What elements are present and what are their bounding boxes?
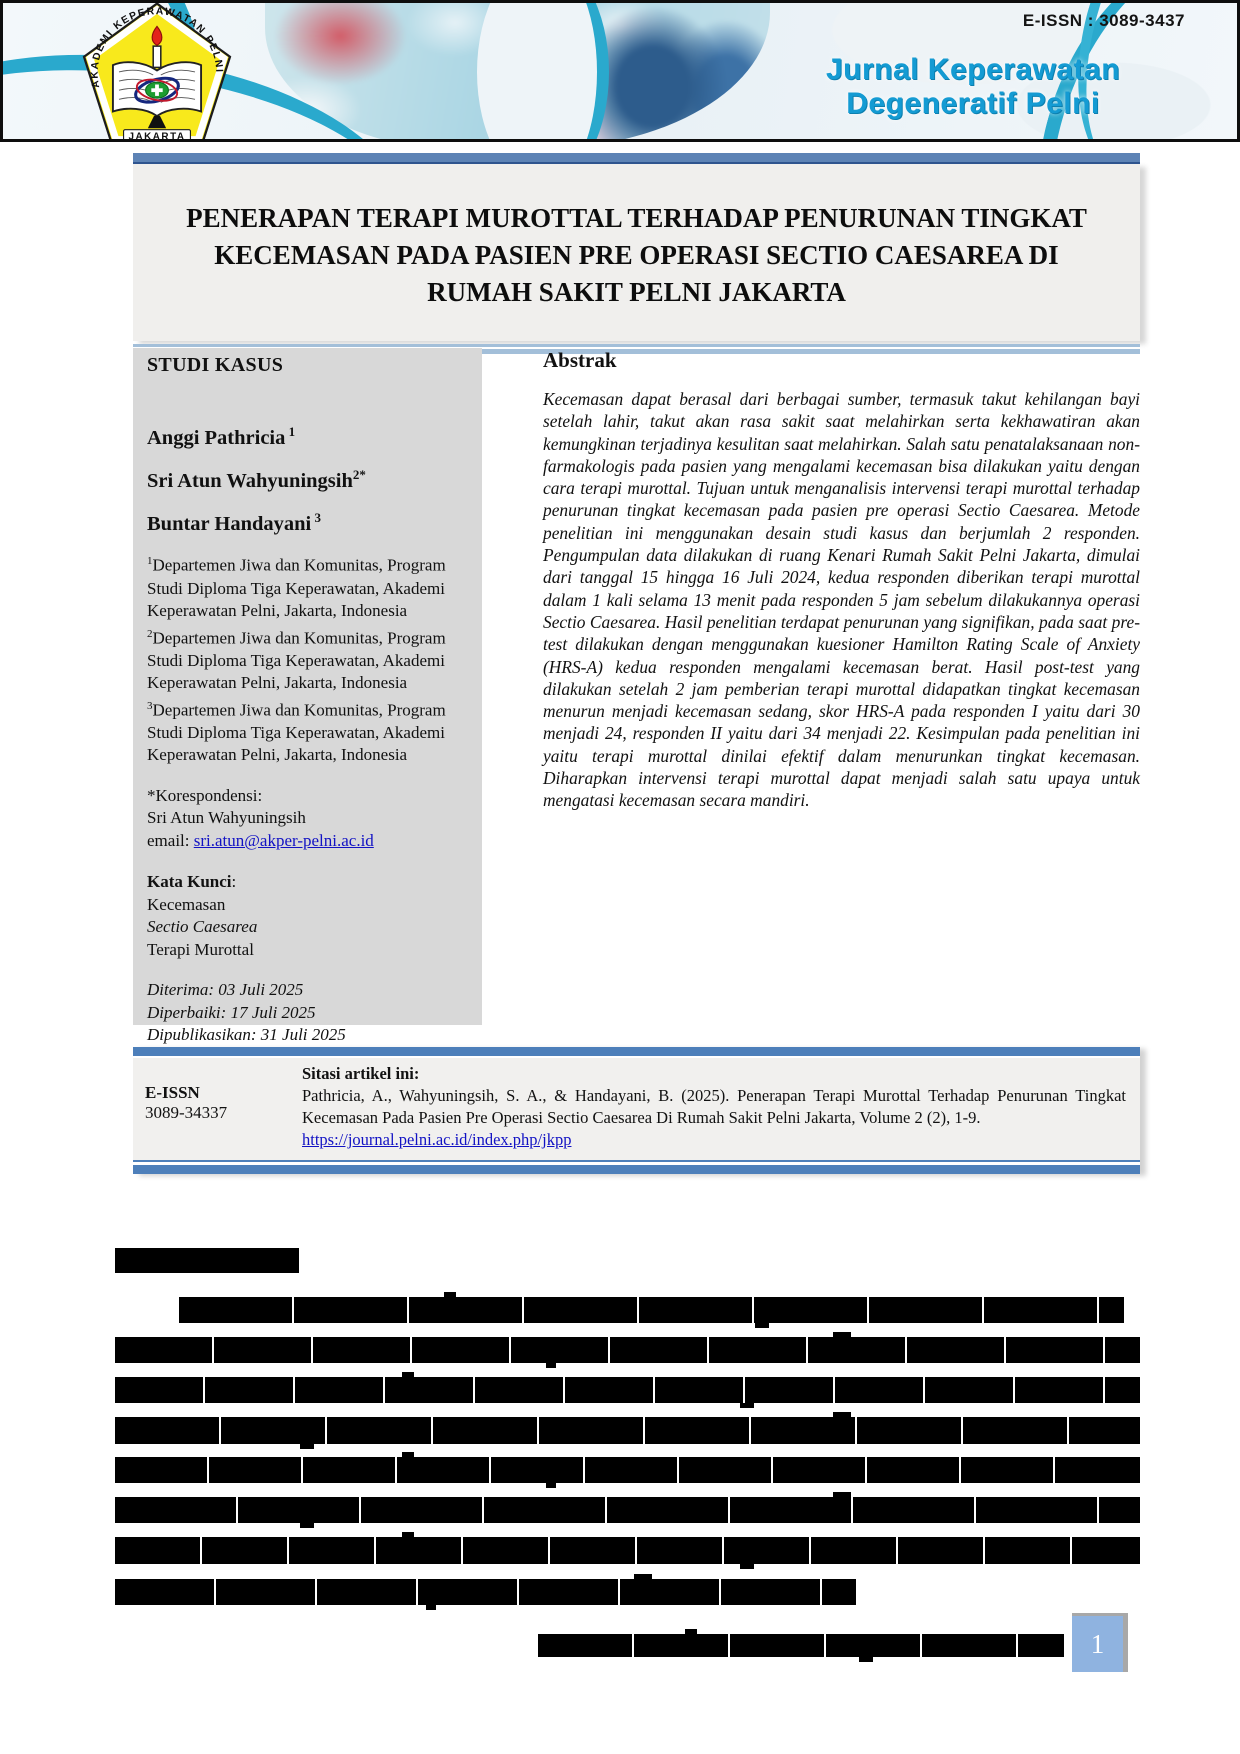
redacted-line (115, 1337, 1140, 1363)
article-title: PENERAPAN TERAPI MUROTTAL TERHADAP PENURUNAN TINGKAT KECEMASAN PADA PASIEN PRE OPERASI SECTIO CAESAREA DI RUMAH SAKIT PELNI JAKARTA (186, 203, 1087, 307)
logo-city-text: JAKARTA (128, 131, 186, 143)
title-block (133, 153, 1140, 349)
citation-eissn-value: 3089-34337 (145, 1103, 228, 1122)
abstract-section (543, 348, 1140, 812)
title-box (133, 164, 1140, 341)
affiliation-item: $^1$Departemen Jiwa dan Komunitas, Program Studi Diploma Tiga Keperawatan, Akademi Keperawatan Pelni, Jakarta, Indonesia (147, 555, 446, 621)
redacted-line (115, 1537, 1140, 1564)
correspondence-name: Sri Atun Wahyuningsih (147, 808, 306, 828)
keywords-block: Kata Kunci: Kecemasan Sectio Caesarea Terapi Murottal (147, 871, 468, 961)
keywords-label: Kata Kunci (147, 872, 232, 892)
affiliation-item: $^2$Departemen Jiwa dan Komunitas, Program Studi Diploma Tiga Keperawatan, Akademi Keperawatan Pelni, Jakarta, Indonesia (147, 627, 446, 693)
article-type-label: STUDI KASUS (147, 354, 284, 376)
citation-bottom-rule (133, 1165, 1140, 1174)
correspondence-block (147, 785, 468, 853)
citation-box (133, 1047, 1140, 1174)
citation-text: Pathricia, A., Wahyuningsih, S. A., & Handayani, B. (2025). Penerapan Terapi Murottal Terhadap Penurunan Tingkat Kecemasan Pada Pasien Pre Operasi Sectio Caesarea Di Rumah Sakit Pelni Jakarta, Volume 2 (2), 1-9. (302, 1086, 1126, 1127)
author-name: Buntar Handayani $^3$ (147, 510, 322, 535)
keywords-list (147, 894, 468, 962)
citation-label: Sitasi artikel ini: (302, 1064, 420, 1083)
date-item: Diperbaiki: 17 Juli 2025 (147, 1002, 316, 1022)
redacted-line (115, 1497, 1140, 1523)
authors-list (147, 421, 468, 536)
correspondence-label: *Korespondensi: (147, 785, 263, 805)
redacted-line (115, 1377, 1140, 1403)
logo-arc-text: AKADEMI KEPERAWATAN PELNI (89, 6, 225, 89)
redacted-line (115, 1579, 856, 1605)
academy-logo (81, 0, 233, 142)
citation-eissn-label: E-ISSN (145, 1083, 200, 1102)
abstract-text: Kecemasan dapat berasal dari berbagai sumber, termasuk takut kehilangan bayi setelah lahir, takut akan rasa sakit saat melahirkan serta kekhawatiran akan kemungkinan terjadinya kesulitan saat melahirkan. Salah satu penatalaksanaan non- farmakologis pada pasien yang mengalami kecemasan bisa dilakukan yaitu dengan cara terapi murottal. Tujuan untuk menganalisis intervensi terapi murottal terhadap penurunan tingkat kecemasan pada pasien pre operasi Sectio Caesarea. Metode penelitian ini menggunakan desain studi kasus dan berjumlah 2 responden. Pengumpulan data dilakukan di ruang Kenari Rumah Sakit Pelni Jakarta, dimulai dari tanggal 15 hingga 16 Juli 2024, kedua responden diberikan terapi murottal dalam 1 kali selama 13 menit pada responden 5 jam sebelum dilakukannya operasi Sectio Caesarea. Hasil penelitian terdapat penurunan yang signifikan, pada saat pre-test dilakukan dengan menggunakan kuesioner Hamilton Rating Scale of Anxiety (HRS-A) kedua responden mengalami kecemasan berat. Hasil post-test yang dilakukan setelah 2 jam pemberian terapi murottal didapatkan tingkat kecemasan menurun menjadi kecemasan sedang, skor HRS-A pada responden I yaitu dari 30 menjadi 24, responden II yaitu dari 34 menjadi 22. Kesimpulan pada penelitian ini yaitu terapi murottal dinilai efektif dalam menurunkan tingkat kecemasan. Diharapkan intervensi terapi murottal dapat menjadi salah satu upaya untuk mengatasi kecemasan secara mandiri. (543, 389, 1140, 811)
dates-list (147, 979, 468, 1047)
citation-body (133, 1056, 1140, 1160)
page-number: 1 (1090, 1628, 1105, 1659)
logo-candle-icon (153, 46, 161, 67)
header-banner (0, 0, 1240, 142)
journal-name: Jurnal Keperawatan Degeneratif Pelni (825, 53, 1121, 120)
eissn-badge: E-ISSN : 3089-3437 (1022, 11, 1185, 30)
article-meta-sidebar (133, 348, 482, 1045)
author-name: Anggi Pathricia $^1$ (147, 423, 296, 449)
redacted-footer-citation (538, 1634, 1064, 1657)
citation-top-rule (133, 1047, 1140, 1056)
keyword-item: Sectio Caesarea (147, 917, 258, 937)
page-number-box (1072, 1613, 1128, 1672)
redacted-line (115, 1457, 1140, 1483)
title-top-rule (133, 153, 1140, 164)
citation-link[interactable]: https://journal.pelni.ac.id/index.php/jkpp (302, 1130, 572, 1149)
redacted-line (179, 1297, 1124, 1323)
date-item: Diterima: 03 Juli 2025 (147, 980, 304, 1000)
keyword-item: Kecemasan (147, 894, 226, 914)
author-name: Sri Atun Wahyuningsih$^{2*}$ (147, 466, 366, 492)
photo-curve-cut (477, 0, 609, 142)
keyword-item: Terapi Murottal (147, 939, 254, 959)
hospital-photo (265, 0, 770, 142)
correspondence-email-row: email: sri.atun@akper-pelni.ac.id (147, 830, 374, 850)
affiliation-item: $^3$Departemen Jiwa dan Komunitas, Program Studi Diploma Tiga Keperawatan, Akademi Keperawatan Pelni, Jakarta, Indonesia (147, 699, 446, 765)
redacted-section-heading (115, 1248, 299, 1273)
date-item: Dipublikasikan: 31 Juli 2025 (147, 1025, 346, 1045)
email-link[interactable]: sri.atun@akper-pelni.ac.id (193, 830, 374, 850)
affiliations-list (147, 550, 468, 766)
abstract-heading: Abstrak (543, 348, 617, 372)
redacted-line (115, 1417, 1140, 1444)
